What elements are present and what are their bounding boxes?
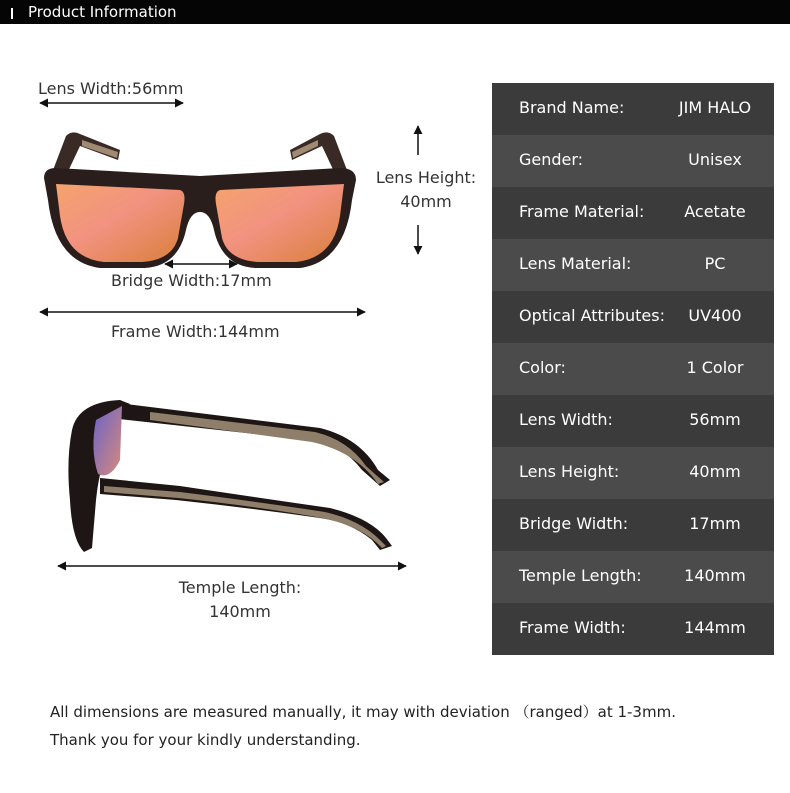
lower-temple	[100, 478, 392, 550]
spec-row-temple-length	[492, 551, 774, 603]
spec-key: Color:	[519, 358, 566, 377]
spec-key: Bridge Width:	[519, 514, 629, 533]
bridge-width-label: Bridge Width:17mm	[111, 271, 272, 290]
spec-value: PC	[704, 254, 726, 273]
spec-key: Lens Width:	[519, 410, 613, 429]
spec-key: Lens Material:	[519, 254, 632, 273]
spec-row-lens-width	[492, 395, 774, 447]
spec-row-gender	[492, 135, 774, 187]
spec-row-frame-width	[492, 603, 774, 655]
spec-row-brand	[492, 83, 774, 135]
spec-value: Unisex	[688, 150, 742, 169]
spec-key: Frame Width:	[519, 618, 626, 637]
header-title: Product Information	[28, 3, 177, 21]
spec-value: 144mm	[684, 618, 746, 637]
side-view-diagram	[0, 390, 420, 590]
spec-row-lens-height	[492, 447, 774, 499]
spec-key: Brand Name:	[519, 98, 625, 117]
spec-key: Temple Length:	[519, 566, 642, 585]
temple-length-label-line2: 140mm	[209, 602, 271, 621]
spec-row-frame-material	[492, 187, 774, 239]
spec-value: UV400	[688, 306, 742, 325]
lens-height-label-line2: 40mm	[400, 192, 452, 211]
spec-row-lens-material	[492, 239, 774, 291]
header-bar	[0, 0, 790, 24]
spec-table	[492, 83, 774, 655]
spec-key: Lens Height:	[519, 462, 620, 481]
spec-value: Acetate	[684, 202, 746, 221]
spec-key: Optical Attributes:	[519, 306, 665, 325]
lens-height-label-line1: Lens Height:	[375, 168, 477, 187]
temple-length-label	[165, 578, 315, 622]
spec-key: Frame Material:	[519, 202, 645, 221]
spec-row-color	[492, 343, 774, 395]
spec-row-optical-attributes	[492, 291, 774, 343]
frame-width-label: Frame Width:144mm	[111, 322, 280, 341]
spec-row-bridge-width	[492, 499, 774, 551]
spec-value: 40mm	[689, 462, 741, 481]
measurement-note: All dimensions are measured manually, it may with deviation （ranged）at 1-3mm.	[50, 703, 676, 721]
lens-height-label	[370, 168, 482, 212]
spec-key: Gender:	[519, 150, 584, 169]
spec-value: 1 Color	[686, 358, 744, 377]
temple-length-label-line1: Temple Length:	[178, 578, 302, 597]
spec-value: 17mm	[689, 514, 741, 533]
spec-value: 140mm	[684, 566, 746, 585]
thank-you-note: Thank you for your kindly understanding.	[50, 731, 361, 749]
spec-value: 56mm	[689, 410, 741, 429]
lens-width-label: Lens Width:56mm	[38, 79, 184, 98]
spec-value: JIM HALO	[678, 98, 752, 117]
header-marker	[11, 8, 13, 19]
